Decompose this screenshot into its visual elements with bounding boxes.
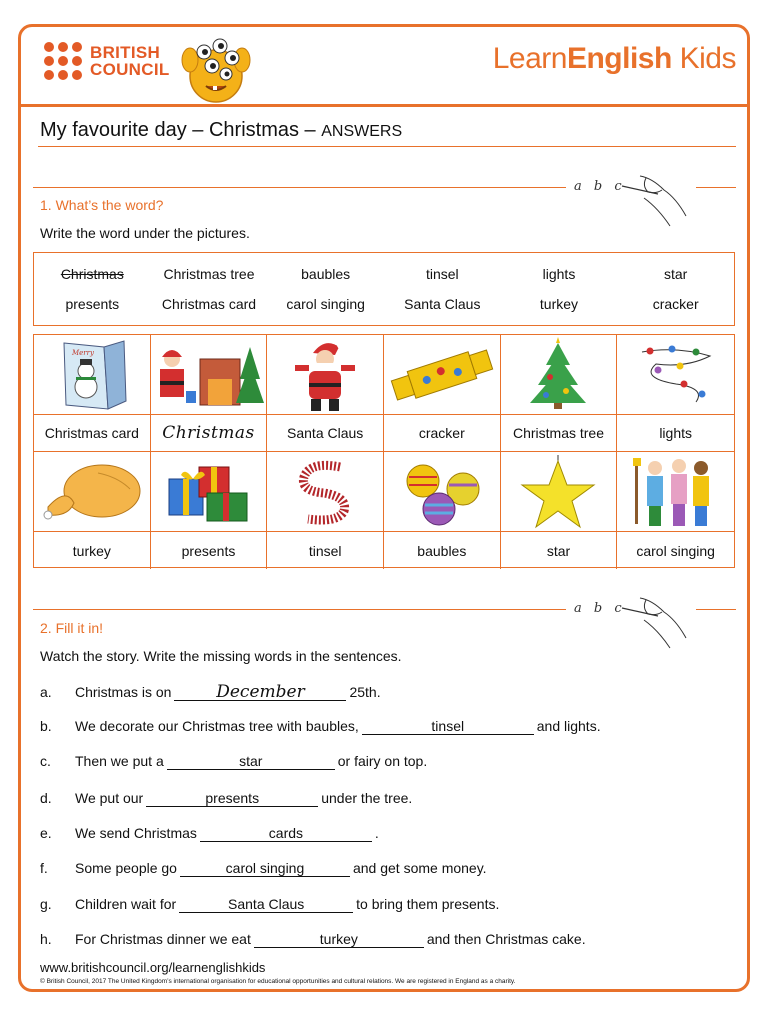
answer-blank: tinsel	[362, 718, 534, 735]
label-christmas-tree: Christmas tree	[501, 415, 618, 452]
word-bank-item: presents	[65, 295, 120, 312]
christmas-tree-icon	[526, 337, 590, 413]
label-cracker: cracker	[384, 415, 501, 452]
answer-blank: Santa Claus	[179, 896, 353, 913]
label-tinsel: tinsel	[267, 532, 384, 569]
label-carol-singing: carol singing	[636, 542, 715, 559]
footer-url: www.britishcouncil.org/learnenglishkids	[40, 960, 266, 975]
label-star: star	[501, 532, 618, 569]
label-turkey: turkey	[34, 532, 151, 569]
label-christmas-handwritten: Christmas	[151, 415, 268, 452]
picture-cracker	[384, 335, 501, 415]
learnenglish-kids-logo: LearnEnglish Kids	[492, 42, 736, 75]
picture-baubles	[384, 452, 501, 532]
santa-claus-icon	[289, 337, 361, 413]
title-underline	[38, 146, 736, 147]
section1-rule-right	[696, 187, 736, 188]
label-baubles: baubles	[384, 532, 501, 569]
brand-line-1: BRITISH	[90, 43, 161, 62]
word-bank-item: Christmas tree	[163, 266, 255, 283]
label-presents: presents	[151, 532, 268, 569]
word-bank	[33, 252, 735, 326]
word-bank-item: Christmas	[60, 266, 124, 283]
sentence-e: e. We send Christmas cards .	[40, 825, 379, 841]
picture-santa-claus	[267, 335, 384, 415]
word-bank-item: Christmas card	[161, 295, 257, 312]
fairy-lights-icon	[636, 344, 716, 406]
sentence-d: d. We put our presents under the tree.	[40, 790, 413, 806]
picture-tinsel	[267, 452, 384, 532]
section1-instruction: Write the word under the pictures.	[40, 225, 250, 241]
brand-line-2: COUNCIL	[90, 60, 170, 79]
presents-icon	[163, 459, 253, 525]
section2-heading: 2. Fill it in!	[40, 620, 104, 636]
picture-christmas-card	[34, 335, 151, 415]
section2-abc: a b c	[574, 601, 626, 616]
sentence-h: h. For Christmas dinner we eat turkey and then Christmas cake.	[40, 931, 586, 947]
logo-dots-icon	[44, 42, 82, 80]
christmas-scene-icon	[152, 339, 264, 411]
header-divider	[21, 104, 747, 107]
picture-presents	[151, 452, 268, 532]
label-santa-claus: Santa Claus	[267, 415, 384, 452]
page-title: My favourite day – Christmas – ANSWERS	[40, 119, 403, 141]
picture-lights	[617, 335, 734, 415]
picture-turkey	[34, 452, 151, 532]
tinsel-icon	[290, 457, 360, 527]
carol-singers-icon	[631, 454, 721, 530]
word-bank-item: carol singing	[286, 295, 365, 312]
writing-hand-icon	[618, 590, 690, 652]
mascot-monster-icon	[176, 30, 256, 106]
cracker-icon	[386, 347, 498, 403]
answer-blank: cards	[200, 825, 372, 842]
answer-blank: December	[174, 684, 346, 701]
picture-christmas-tree	[501, 335, 618, 415]
section1-rule-left	[33, 187, 566, 188]
turkey-icon	[38, 457, 146, 527]
label-christmas-card: Christmas card	[34, 415, 151, 452]
answer-blank: star	[167, 753, 335, 770]
word-bank-item: star	[663, 266, 688, 283]
word-bank-item: Santa Claus	[404, 295, 481, 312]
answer-blank: presents	[146, 790, 318, 807]
label-lights: lights	[617, 415, 734, 452]
section2-instruction: Watch the story. Write the missing words in the sentences.	[40, 648, 402, 664]
picture-carol-singing	[617, 452, 734, 532]
picture-star	[501, 452, 618, 532]
word-bank-item: turkey	[539, 295, 579, 312]
british-council-logo	[44, 42, 170, 80]
sentence-b: b. We decorate our Christmas tree with baubles, tinsel and lights.	[40, 718, 601, 734]
word-bank-item: tinsel	[425, 266, 459, 283]
word-bank-item: lights	[542, 266, 576, 283]
sentence-a: a. Christmas is on December 25th.	[40, 682, 381, 702]
answer-blank: carol singing	[180, 860, 350, 877]
writing-hand-icon	[618, 168, 690, 230]
section1-abc: a b c	[574, 179, 626, 194]
star-icon	[518, 455, 598, 529]
section2-rule-right	[696, 609, 736, 610]
footer-copyright: © British Council, 2017 The United Kingdom’s international organisation for educational opportunities and cultural relations. We are registered in England as a charity.	[40, 978, 516, 985]
answer-blank: turkey	[254, 931, 424, 948]
section2-rule-left	[33, 609, 566, 610]
baubles-icon	[397, 455, 487, 529]
word-bank-item: baubles	[301, 266, 351, 283]
picture-christmas	[151, 335, 268, 415]
svg-text:Merry: Merry	[71, 348, 94, 357]
christmas-card-icon	[52, 339, 132, 411]
sentence-f: f. Some people go carol singing and get some money.	[40, 860, 487, 876]
sentence-c: c. Then we put a star or fairy on top.	[40, 753, 428, 769]
word-bank-item: cracker	[652, 295, 699, 312]
sentence-g: g. Children wait for Santa Claus to bring them presents.	[40, 896, 500, 912]
section1-heading: 1. What’s the word?	[40, 197, 164, 213]
picture-table	[33, 334, 735, 568]
